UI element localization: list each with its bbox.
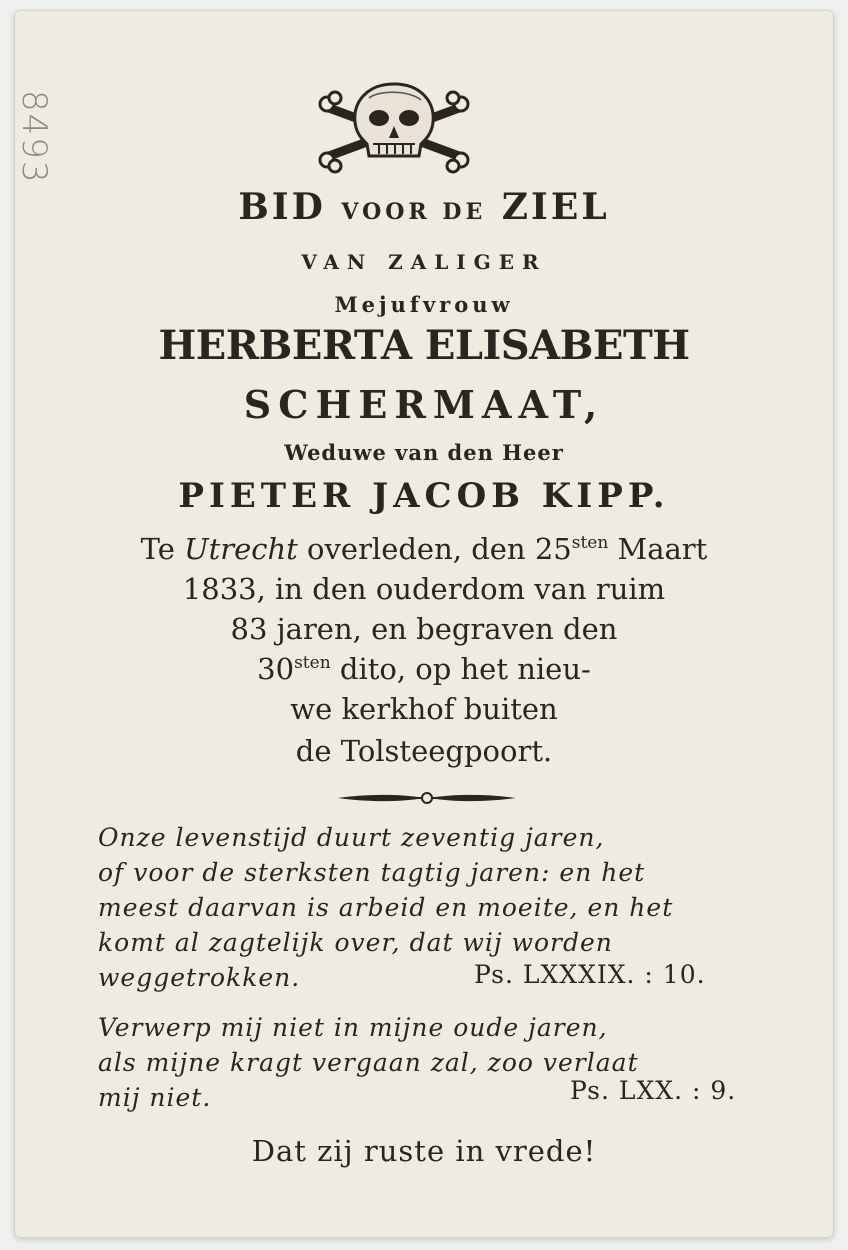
archive-number-text: 8493 bbox=[14, 90, 54, 185]
verse-line: Onze levenstijd duurt zeventig jaren, bbox=[98, 823, 605, 852]
heading-bid bbox=[14, 186, 834, 228]
burial-date-rest: dito, op het nieu- bbox=[330, 652, 591, 686]
te-text: Te bbox=[140, 532, 185, 566]
death-line bbox=[14, 532, 834, 566]
deceased-given-names: HERBERTA ELISABETH bbox=[158, 322, 690, 369]
deceased-surname: SCHERMAAT, bbox=[243, 382, 605, 427]
closing-prayer: Dat zij ruste in vrede! bbox=[251, 1134, 597, 1168]
verse-line: meest daarvan is arbeid en moeite, en het bbox=[98, 893, 674, 922]
ziel-text: ZIEL bbox=[501, 186, 610, 228]
verse-line: Verwerp mij niet in mijne oude jaren, bbox=[98, 1013, 608, 1042]
bid-text: BID bbox=[238, 186, 326, 228]
verse-line: mij niet. bbox=[98, 1083, 212, 1112]
place-text: Utrecht bbox=[184, 532, 298, 566]
month-text: Maart bbox=[608, 532, 708, 566]
skull-crossbones-icon bbox=[309, 78, 479, 174]
voor-de-text: VOOR DE bbox=[341, 199, 487, 225]
memorial-card bbox=[14, 10, 834, 1238]
burial-line: 83 jaren, en begraven den bbox=[230, 612, 618, 646]
burial-day: 30 bbox=[257, 652, 295, 686]
verse-line: komt al zagtelijk over, dat wij worden bbox=[98, 928, 613, 957]
death-day-suffix: sten bbox=[571, 533, 609, 553]
burial-date-line bbox=[14, 652, 834, 686]
overleden-text: overleden, den 25 bbox=[297, 532, 572, 566]
archive-number bbox=[14, 90, 54, 185]
cemetery-line: we kerkhof buiten bbox=[290, 692, 558, 726]
psalm-70-reference: Ps. LXX. : 9. bbox=[570, 1076, 737, 1105]
verse-line: of voor de sterksten tagtig jaren: en het bbox=[98, 858, 646, 887]
verse-line: als mijne kragt vergaan zal, zoo verlaat bbox=[98, 1048, 639, 1077]
husband-name: PIETER JACOB KIPP. bbox=[178, 476, 670, 516]
location-line: de Tolsteegpoort. bbox=[295, 734, 553, 768]
age-line: 1833, in den ouderdom van ruim bbox=[182, 572, 666, 606]
heading-mejufvrouw: Mejufvrouw bbox=[334, 292, 514, 317]
psalm-89-reference: Ps. LXXXIX. : 10. bbox=[474, 960, 706, 989]
relation-text: Weduwe van den Heer bbox=[284, 440, 564, 465]
heading-van-zaliger: VAN ZALIGER bbox=[301, 250, 547, 274]
divider-ornament bbox=[336, 790, 518, 806]
burial-day-suffix: sten bbox=[294, 653, 331, 673]
verse-line: weggetrokken. bbox=[98, 963, 301, 992]
